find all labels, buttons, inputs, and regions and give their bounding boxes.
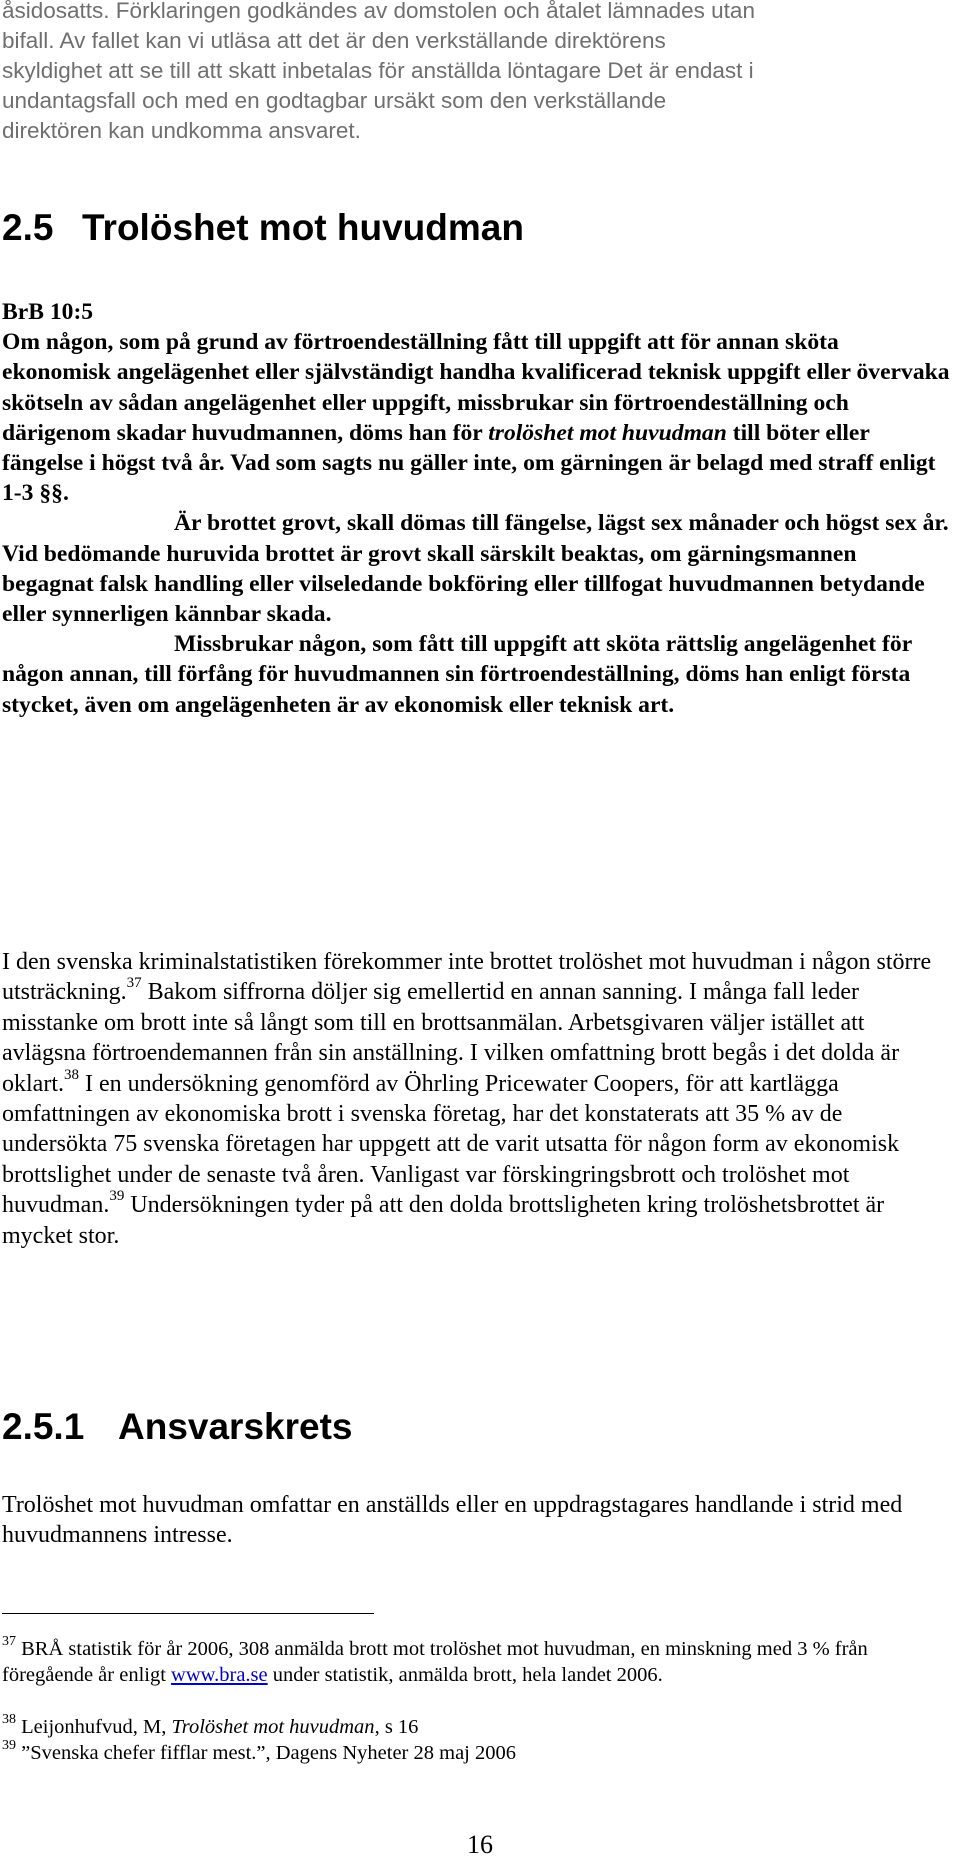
footnote-ref: 37	[126, 975, 142, 992]
footnote-text: Leijonhufvud, M,	[16, 1716, 172, 1738]
footnote-38	[2, 1714, 952, 1740]
statute-text: till böter eller fängelse i högst två år. Vad som sagts nu gäller inte, om gärningen är belagd med straff enligt 1-3 §§.	[2, 419, 936, 507]
footnote-text: BRÅ statistik för år 2006, 308 anmälda brott mot trolöshet mot huvudman, en minskning med 3 % från föregående år enligt	[2, 1638, 868, 1686]
body-text: Undersökningen tyder på att den dolda brottsligheten kring trolöshetsbrottet är mycket stor.	[2, 1192, 885, 1249]
statute-quote	[2, 297, 952, 720]
section-heading-2-5	[2, 206, 524, 250]
statute-paragraph-3	[2, 629, 952, 720]
statute-text: Är brottet grovt, skall dömas till fängelse, lägst sex månader och högst sex år. Vid bedömande huruvida brottet är grovt skall särskilt beaktas, om gärningsmannen begagnat falsk handling eller vilseledande bokföring eller tillfogat huvudmannen betydande eller synnerligen kännbar skada.	[2, 510, 949, 628]
footnote-separator	[2, 1613, 374, 1614]
section-title: Trolöshet mot huvudman	[82, 207, 524, 248]
intro-line: direktören kan undkomma ansvaret.	[2, 118, 361, 143]
footnote-number: 38	[2, 1712, 16, 1728]
footnote-number: 39	[2, 1738, 16, 1754]
section-title: Ansvarskrets	[118, 1406, 353, 1447]
footnote-37	[2, 1636, 952, 1688]
section-number: 2.5.1	[2, 1406, 85, 1447]
footnote-italic: Trolöshet mot huvudman	[171, 1716, 375, 1738]
statute-paragraph-2	[2, 508, 952, 629]
footnote-text: ”Svenska chefer fifflar mest.”, Dagens Nyheter 28 maj 2006	[16, 1742, 516, 1764]
section-paragraph: Trolöshet mot huvudman omfattar en anställds eller en uppdragstagares handlande i strid med huvudmannens intresse.	[2, 1492, 903, 1549]
intro-line: åsidosatts. Förklaringen godkändes av domstolen och åtalet lämnades utan	[2, 0, 755, 23]
statute-text: Missbrukar någon, som fått till uppgift att sköta rättslig angelägenhet för någon annan, till förfång för huvudmannen sin förtroendeställning, döms han enligt första stycket, även om angelägenheten är av ekonomisk eller teknisk art.	[2, 631, 912, 718]
footnote-text: under statistik, anmälda brott, hela landet 2006.	[267, 1664, 663, 1686]
intro-line: bifall. Av fallet kan vi utläsa att det är den verkställande direktörens	[2, 28, 666, 53]
section-heading-2-5-1	[2, 1405, 352, 1449]
intro-line: skyldighet att se till att skatt inbetalas för anställda löntagare Det är endast i	[2, 58, 754, 83]
intro-line: undantagsfall och med en godtagbar ursäkt som den verkställande	[2, 88, 667, 113]
body-text: Bakom siffrorna döljer sig emellertid en annan sanning. I många fall leder misstanke om brott inte så långt som till en brottsanmälan. Arbetsgivaren väljer istället att avlägsna förtroendemannen från sin anställning. I vilken omfattning brott begås i det dolda är oklart.	[2, 979, 900, 1097]
statute-italic-term: trolöshet mot huvudman	[488, 419, 727, 446]
statute-paragraph-1	[2, 327, 952, 508]
body-text: I den svenska kriminalstatistiken förekommer inte brottet trolöshet mot huvudman i någon större utsträckning.	[2, 949, 932, 1006]
statute-text: Om någon, som på grund av förtroendeställning fått till uppgift att för annan sköta ekonomisk angelägenhet eller självständigt handha kvalificerad teknisk uppgift eller övervaka skötseln av sådan angelägenhet eller uppgift, missbrukar sin förtroendeställning och därigenom skadar huvudmannen, döms han för	[2, 329, 950, 446]
footnote-39	[2, 1740, 952, 1766]
footnote-text: , s 16	[374, 1716, 419, 1738]
statute-reference: BrB 10:5	[2, 299, 94, 325]
intro-paragraph	[2, 0, 952, 146]
body-paragraph	[2, 947, 952, 1251]
footnote-number: 37	[2, 1634, 16, 1650]
bra-link[interactable]: www.bra.se	[171, 1664, 268, 1686]
body-text: I en undersökning genomförd av Öhrling Pricewater Coopers, för att kartlägga omfattningen av ekonomiska brott i svenska företag, har det konstaterats att 35 % av de undersökta 75 svenska företagen har uppgett att de varit utsatta för någon form av ekonomisk brottslighet under de senaste två åren. Vanligast var förskingringsbrott och trolöshet mot huvudman.	[2, 1070, 900, 1219]
footnote-ref: 39	[109, 1188, 125, 1205]
footnote-ref: 38	[63, 1066, 79, 1083]
page-number: 16	[467, 1830, 493, 1859]
section-number: 2.5	[2, 207, 54, 248]
